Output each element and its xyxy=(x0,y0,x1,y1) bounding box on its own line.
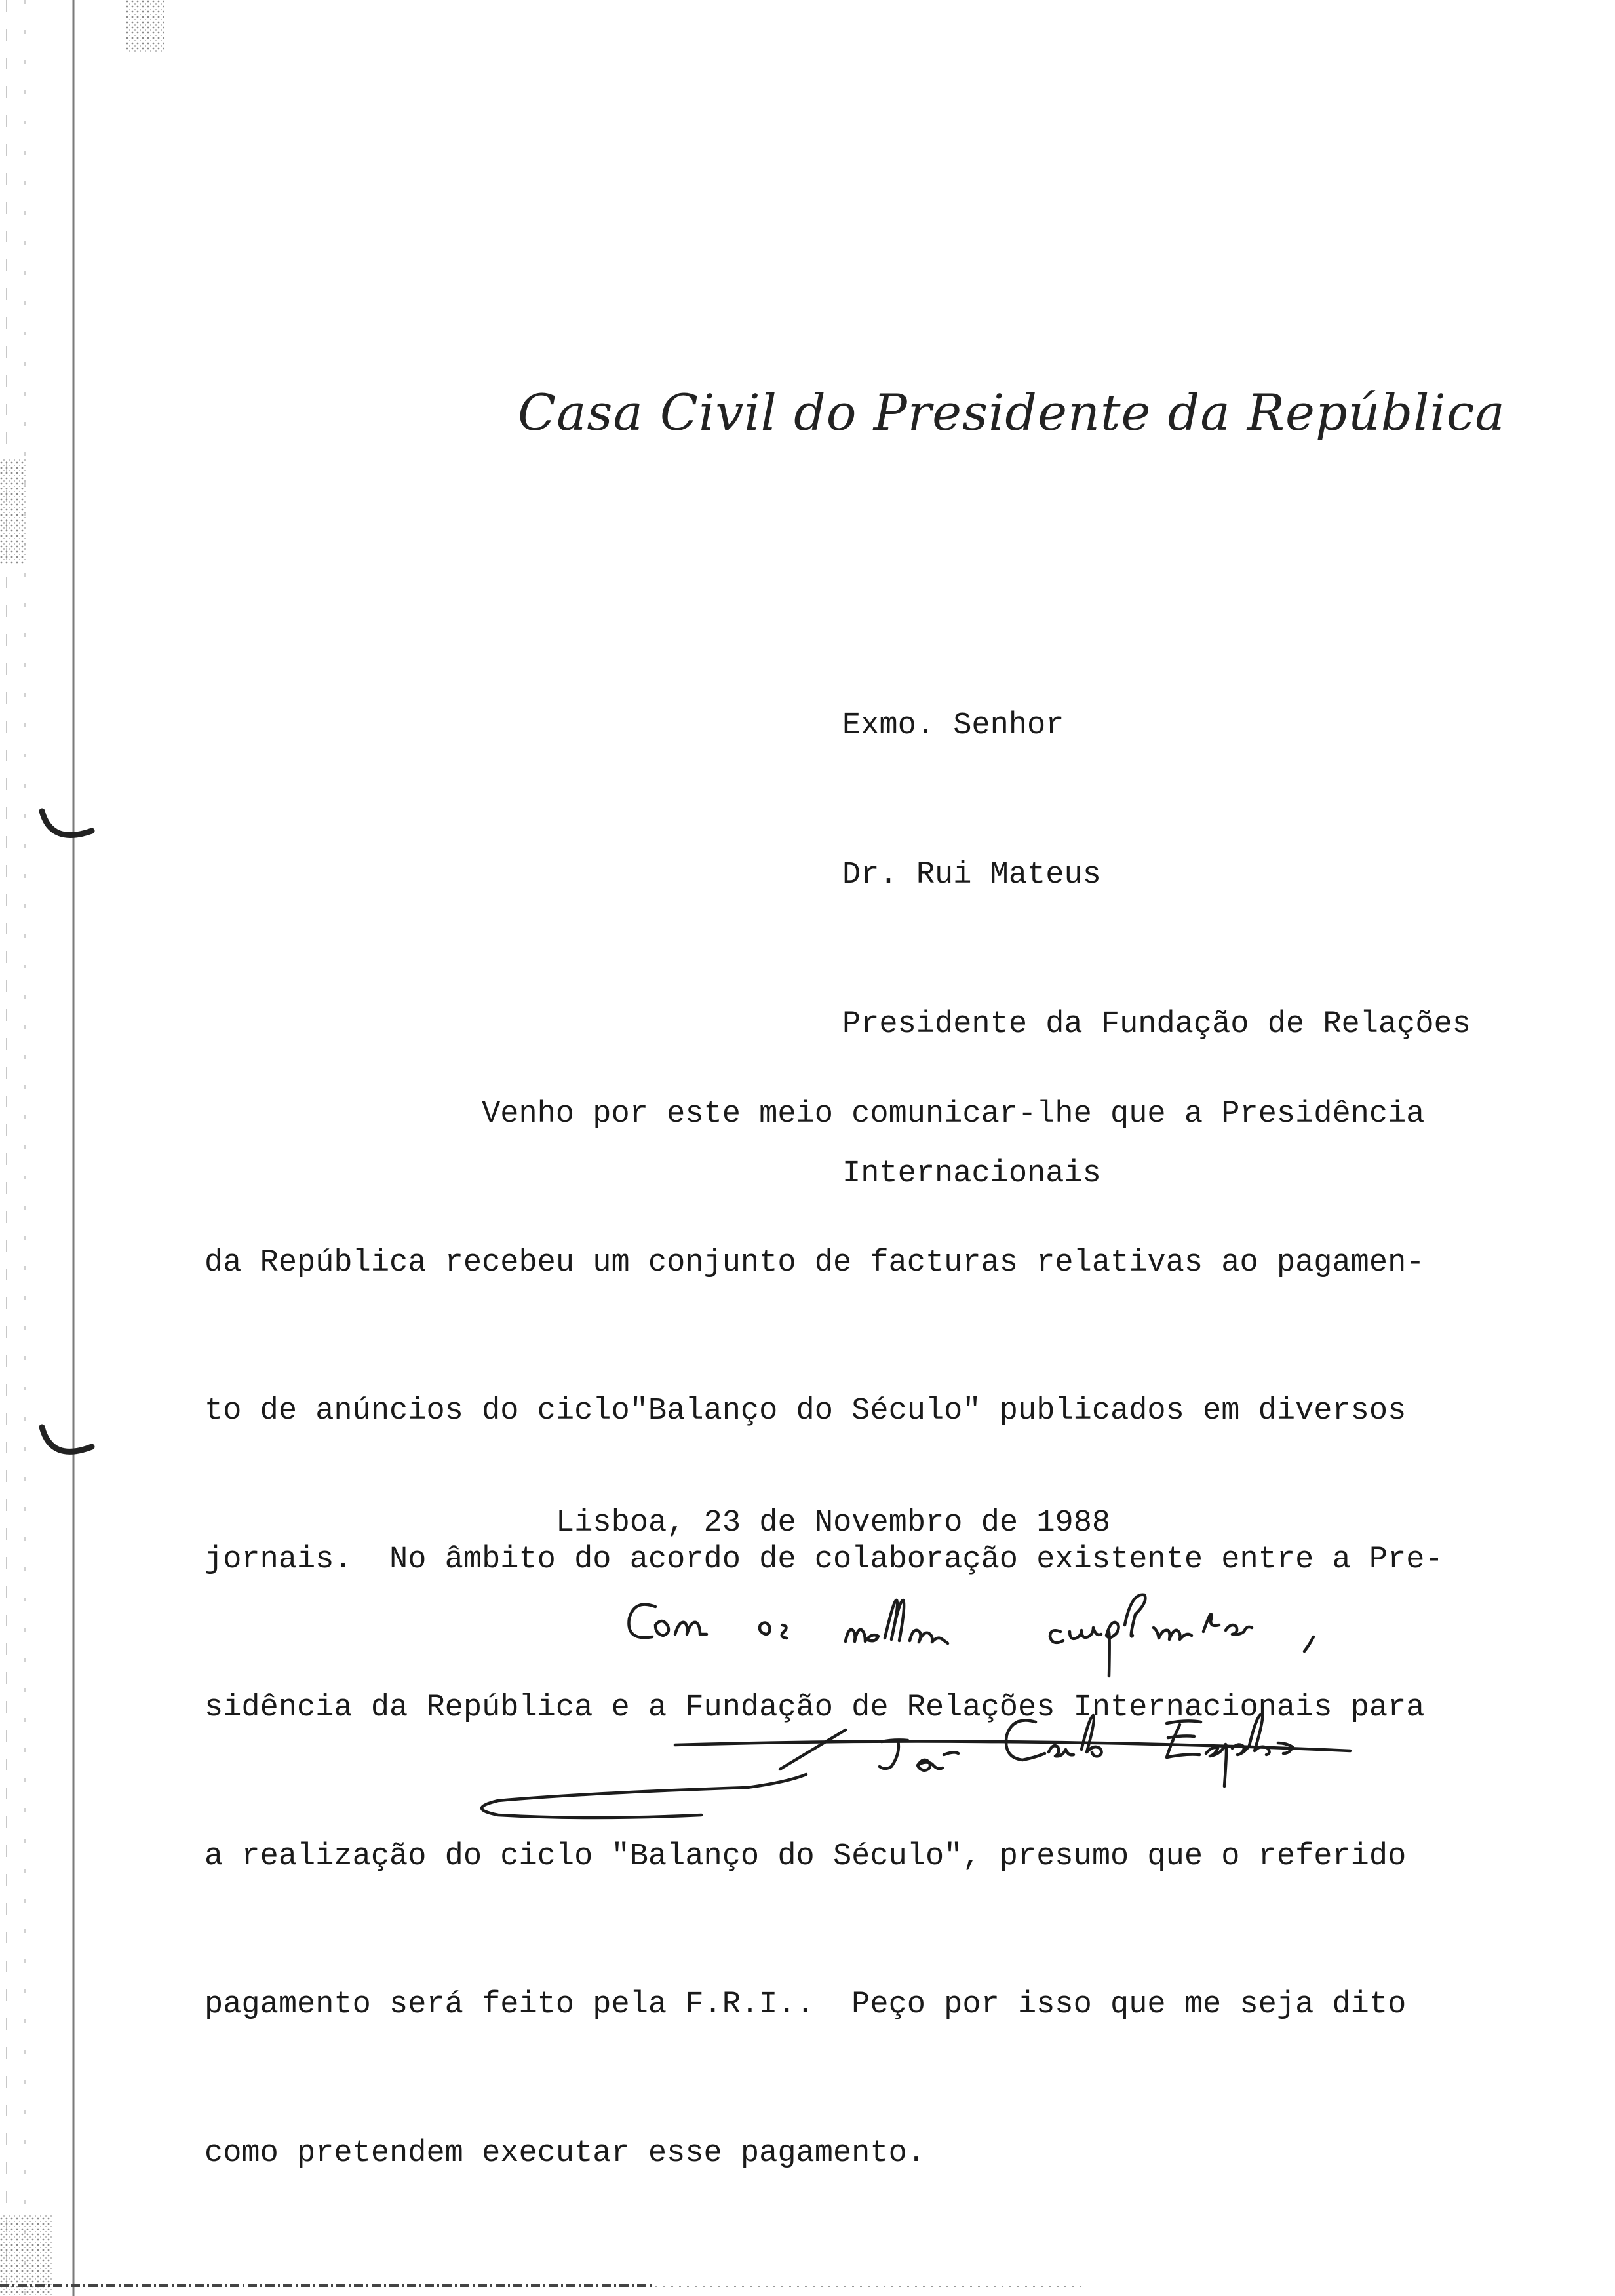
addressee-line: Presidente da Fundação de Relações xyxy=(842,1007,1471,1042)
letterhead-title: Casa Civil do Presidente da República xyxy=(518,383,1506,442)
body-line: como pretendem executar esse pagamento. xyxy=(204,2135,925,2171)
body-line: pagamento será feito pela F.R.I.. Peço por isso que me seja dito xyxy=(204,1987,1407,2022)
addressee-line: Exmo. Senhor xyxy=(842,708,1064,743)
body-line: to de anúncios do ciclo"Balanço do Século" publicados em diversos xyxy=(204,1394,1407,1428)
body-line: jornais. No âmbito do acordo de colaboração existente entre a Pre- xyxy=(204,1542,1443,1577)
addressee-line: Dr. Rui Mateus xyxy=(842,858,1101,892)
body-line: da República recebeu um conjunto de facturas relativas ao pagamen- xyxy=(204,1245,1425,1280)
addressee-line: Internacionais xyxy=(842,1157,1101,1191)
body-line: Venho por este meio comunicar-lhe que a Presidência xyxy=(204,1097,1425,1132)
body-line: a realização do ciclo "Balanço do Século", presumo que o referido xyxy=(204,1839,1407,1874)
dateline: Lisboa, 23 de Novembro de 1988 xyxy=(556,1506,1111,1540)
body-line: sidência da República e a Fundação de Relações Internacionais para xyxy=(204,1691,1425,1725)
